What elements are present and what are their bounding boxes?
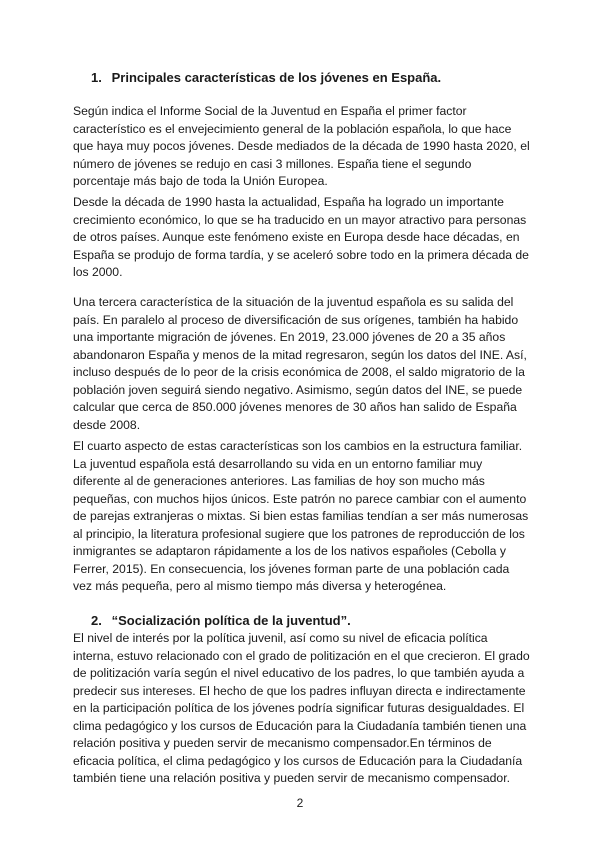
text-line: abandonaron España y menos de la mitad regresaron, según los datos del INE. Así, xyxy=(73,347,527,362)
section-1-paragraph-1 xyxy=(73,103,533,191)
text-line: de politización varía según el nivel educativo de los padres, lo que también ayuda a xyxy=(73,666,525,680)
section-1-number: 1. xyxy=(91,70,102,85)
text-line: al principio, la literatura profesional sugiere que los patrones de reproducción de los xyxy=(73,526,525,541)
section-1-heading xyxy=(91,70,441,86)
text-line: población joven seguirá siendo negativo. Asimismo, según datos del INE, se puede xyxy=(73,382,523,397)
text-line: inmigrantes se adaptaron rápidamente a los de los nativos españoles (Cebolla y xyxy=(73,544,506,558)
text-line: interna, estuvo relacionado con el grado de politización en el que crecieron. El grado xyxy=(73,648,530,663)
text-line: El nivel de interés por la política juvenil, así como su nivel de eficacia política xyxy=(73,631,488,645)
text-line: La juventud española está desarrollando su vida en un entorno familiar muy xyxy=(73,456,483,471)
section-1-paragraph-2 xyxy=(73,194,533,282)
text-line: los 2000. xyxy=(73,265,123,279)
text-line: clima pedagógico y los cursos de Educación para la Ciudadanía también tienen una xyxy=(73,718,527,733)
section-2-number: 2. xyxy=(91,613,102,628)
text-line: vez más pequeña, pero al mismo tiempo más diversa y heterogénea. xyxy=(73,579,447,593)
text-line: crecimiento económico, lo que se ha traducido en un mayor atractivo para personas xyxy=(73,212,527,227)
text-line: número de jóvenes se redujo en casi 3 millones. España tiene el segundo xyxy=(73,156,472,171)
text-line: Según indica el Informe Social de la Juventud en España el primer factor xyxy=(73,104,467,118)
section-2-heading xyxy=(91,613,351,629)
text-line: país. En paralelo al proceso de diversificación de sus orígenes, también ha habido xyxy=(73,312,519,327)
section-1-title: Principales características de los jóvenes en España. xyxy=(111,70,442,85)
text-line: desde 2008. xyxy=(73,417,141,432)
text-line: de otros países. Aunque este fenómeno existe en Europa desde hace décadas, en xyxy=(73,230,520,244)
text-line: incluso después de lo peor de la crisis económica de 2008, el saldo migratorio de la xyxy=(73,365,525,379)
text-line: calcular que cerca de 850.000 jóvenes menores de 30 años han salido de España xyxy=(73,400,517,414)
text-line: Desde la década de 1990 hasta la actualidad, España ha logrado un importante xyxy=(73,195,504,209)
section-1-paragraph-3 xyxy=(73,294,533,434)
text-line: también tiene una relación positiva y pueden servir de mecanismo compensador. xyxy=(73,771,510,785)
text-line: pequeñas, con muchos hijos únicos. Este patrón no parece cambiar con el aumento xyxy=(73,491,527,506)
text-line: una importante migración de jóvenes. En 2019, 23.000 jóvenes de 20 a 35 años xyxy=(73,330,506,344)
text-line: predecir sus intereses. El hecho de que los padres influyan directa e indirectamente xyxy=(73,683,526,698)
text-line: eficacia política, el clima pedagógico y los cursos de Educación para la Ciudadanía xyxy=(73,753,523,768)
section-2-title: “Socialización política de la juventud”. xyxy=(111,613,351,628)
text-line: diferente al de generaciones anteriores. Las familias de hoy son mucho más xyxy=(73,474,485,488)
text-line: El cuarto aspecto de estas características son los cambios en la estructura familiar. xyxy=(73,439,523,453)
section-1-paragraph-4 xyxy=(73,438,533,596)
text-line: relación positiva y pueden servir de mecanismo compensador.En términos de xyxy=(73,736,492,750)
text-line: porcentaje más bajo de toda la Unión Europea. xyxy=(73,174,328,188)
text-line: Ferrer, 2015). En consecuencia, los jóvenes forman parte de una población cada xyxy=(73,561,510,576)
text-line: característico es el envejecimiento general de la población española, lo que hace xyxy=(73,121,512,136)
section-2-paragraph-1 xyxy=(73,630,533,788)
text-line: de parejas extranjeras o mixtas. Si bien estas familias tendían a ser más numerosas xyxy=(73,509,529,523)
text-line: España se produjo de forma tardía, y se aceleró sobre todo en la primera década de xyxy=(73,247,529,262)
page-number: 2 xyxy=(296,796,304,810)
text-line: en la participación política de los jóvenes podría significar futuras desigualdades. El xyxy=(73,701,525,715)
text-line: Una tercera característica de la situación de la juventud española es su salida del xyxy=(73,295,514,309)
text-line: que haya muy pocos jóvenes. Desde mediados de la década de 1990 hasta 2020, el xyxy=(73,139,530,153)
